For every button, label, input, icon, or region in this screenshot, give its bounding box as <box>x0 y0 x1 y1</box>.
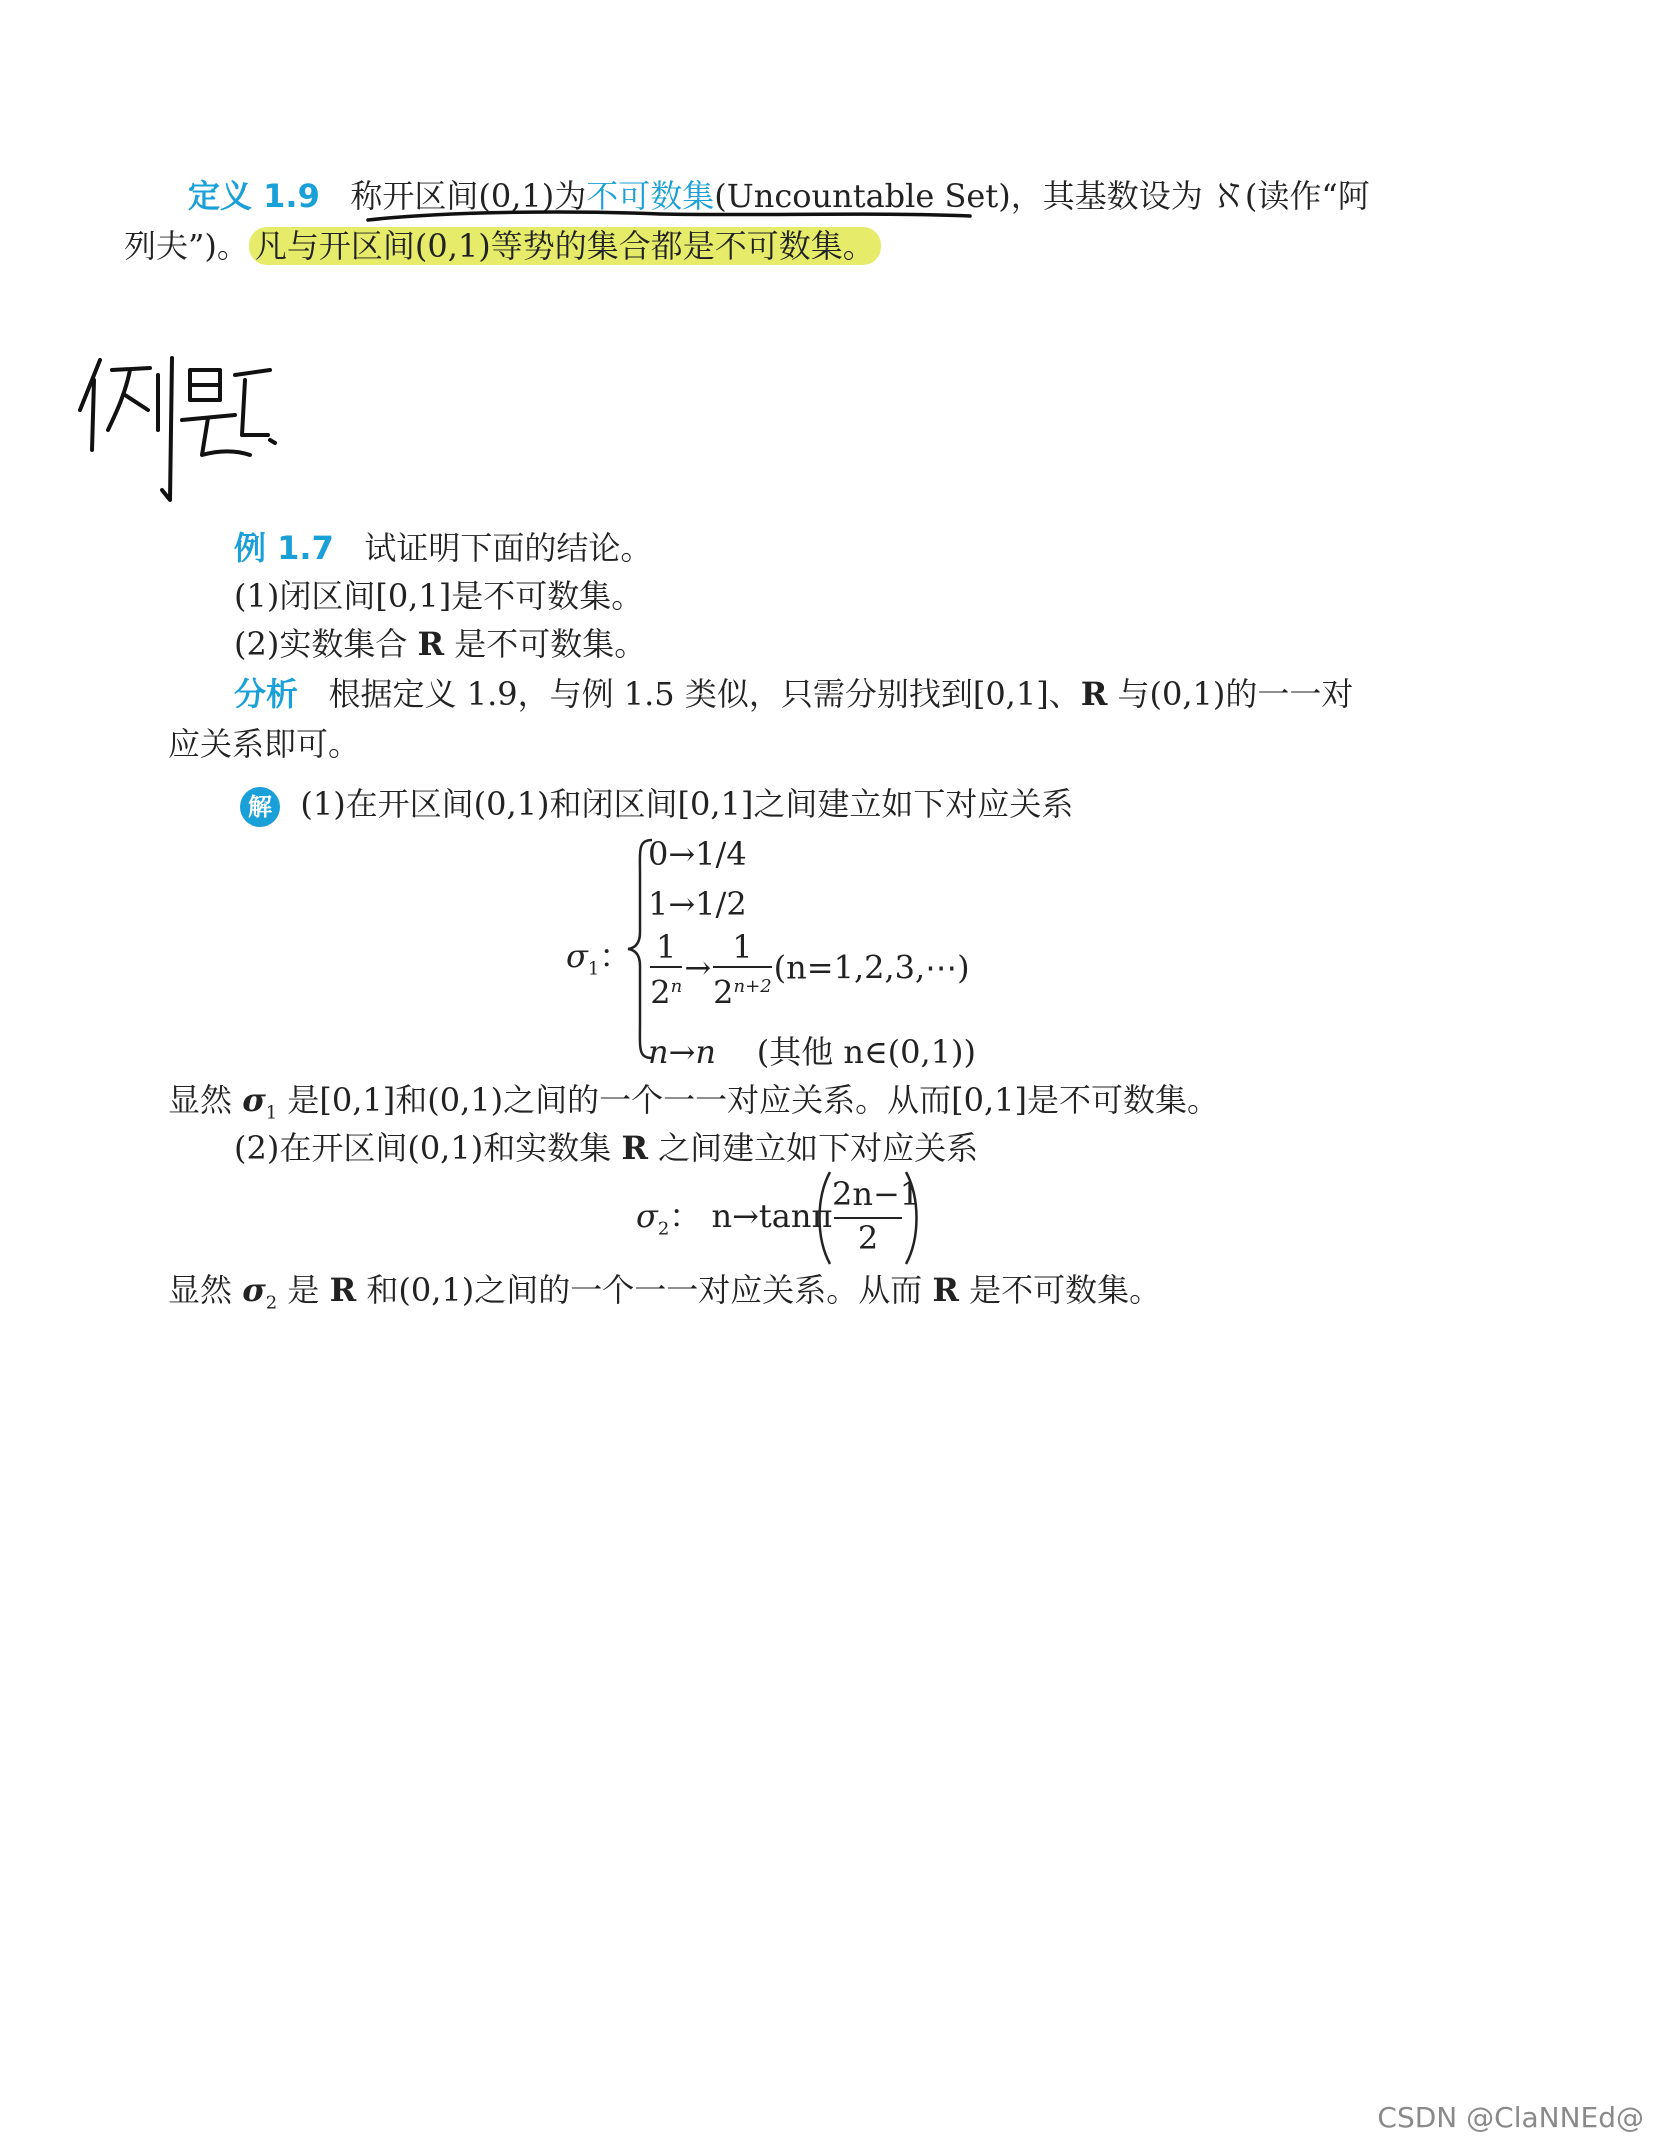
part2-a: (2)在开区间(0,1)和实数集 <box>234 1129 612 1167</box>
analysis-line-1 <box>234 672 1353 716</box>
conclusion2-sub: 2 <box>265 1292 278 1314</box>
sigma1-frac-1 <box>650 928 682 1012</box>
conclusion2-sigma: σ <box>242 1271 266 1309</box>
example-item2-a: (2)实数集合 <box>234 625 408 663</box>
sigma2-map: n→tanπ <box>711 1197 833 1235</box>
analysis-text-b: 与(0,1)的一一对 <box>1117 675 1354 713</box>
sigma1-colon: ： <box>599 937 632 975</box>
example-item-1: (1)闭区间[0,1]是不可数集。 <box>234 577 644 615</box>
definition-label: 定义 1.9 <box>188 177 320 215</box>
conclusion2-R2: R <box>932 1271 959 1309</box>
definition-text-2: (Uncountable Set)，其基数设为 ℵ(读作“阿 <box>714 177 1370 215</box>
sigma1-case-4 <box>648 1030 976 1074</box>
definition-highlight: 凡与开区间(0,1)等势的集合都是不可数集。 <box>249 227 881 265</box>
handwritten-example-text: 例题 <box>70 340 72 341</box>
sigma1-frac-2 <box>713 928 772 1012</box>
sigma1-label <box>566 934 631 991</box>
analysis-line-2: 应关系即可。 <box>168 725 361 763</box>
sigma2-numerator <box>832 1172 921 1216</box>
definition-line2-start: 列夫”)。 <box>124 227 249 265</box>
conclusion-2 <box>168 1268 1161 1325</box>
conclusion1-a: 显然 <box>168 1081 233 1119</box>
solution-intro-text: (1)在开区间(0,1)和闭区间[0,1]之间建立如下对应关系 <box>300 785 1074 823</box>
sigma1-sub: 1 <box>587 958 600 980</box>
example-item-2 <box>234 622 646 666</box>
sigma2-den: 2 <box>857 1219 879 1257</box>
handwritten-example-heading <box>70 340 290 510</box>
conclusion2-c: 和(0,1)之间的一个一一对应关系。从而 <box>366 1271 923 1309</box>
part2-b: 之间建立如下对应关系 <box>658 1129 979 1167</box>
conclusion2-d: 是不可数集。 <box>969 1271 1162 1309</box>
example-title <box>234 526 652 570</box>
conclusion2-a: 显然 <box>168 1271 233 1309</box>
sigma1-case4-cond: (其他 n∈(0,1)) <box>756 1033 977 1071</box>
part2-R: R <box>621 1129 648 1167</box>
solution-intro <box>240 782 1073 827</box>
sigma2-sub: 2 <box>657 1218 670 1240</box>
conclusion2-R: R <box>329 1271 357 1309</box>
definition-text-1: 称开区间(0,1)为 <box>350 177 587 215</box>
sigma2-symbol: σ <box>636 1197 658 1235</box>
sigma2-formula <box>636 1194 832 1251</box>
analysis-label: 分析 <box>234 675 299 713</box>
definition-line-2 <box>124 224 881 268</box>
sigma1-frac2-den: 2 <box>713 973 734 1012</box>
sigma1-case4-map: n→n <box>648 1033 717 1071</box>
example-label: 例 1.7 <box>234 529 334 567</box>
solution-part-2 <box>234 1126 978 1170</box>
sigma1-symbol: σ <box>566 937 588 975</box>
sigma1-case3-cond: (n=1,2,3,⋯) <box>773 948 970 987</box>
conclusion1-sigma: σ <box>242 1081 266 1119</box>
example-intro: 试证明下面的结论。 <box>364 529 653 567</box>
example-item2-b: 是不可数集。 <box>454 625 647 663</box>
sigma1-frac1-sup: n <box>670 976 683 997</box>
analysis-text-R: R <box>1080 675 1108 713</box>
sigma1-case-3 <box>648 928 970 1012</box>
conclusion2-b: 是 <box>287 1271 320 1309</box>
definition-term: 不可数集 <box>586 177 715 215</box>
sigma2-num: 2n−1 <box>832 1175 921 1213</box>
sigma1-case-2: 1→1/2 <box>648 885 747 923</box>
sigma1-case-1: 0→1/4 <box>648 835 747 873</box>
sigma2-denominator <box>832 1216 904 1260</box>
sigma1-frac1-num: 1 <box>650 928 682 968</box>
sigma2-colon: ： <box>669 1197 702 1235</box>
example-item2-R: R <box>417 625 445 663</box>
conclusion1-sub: 1 <box>265 1102 278 1124</box>
sigma1-frac1-den: 2 <box>650 973 671 1012</box>
conclusion1-b: 是[0,1]和(0,1)之间的一个一一对应关系。从而[0,1]是不可数集。 <box>287 1081 1219 1119</box>
sigma1-arrow: → <box>684 948 712 987</box>
analysis-text-a: 根据定义 1.9，与例 1.5 类似，只需分别找到[0,1]、 <box>328 675 1081 713</box>
solution-badge: 解 <box>240 787 280 827</box>
sigma1-frac2-sup: n+2 <box>733 976 772 997</box>
csdn-watermark: CSDN @ClaNNEd@ <box>1377 2101 1644 2134</box>
sigma1-frac2-num: 1 <box>713 928 772 968</box>
